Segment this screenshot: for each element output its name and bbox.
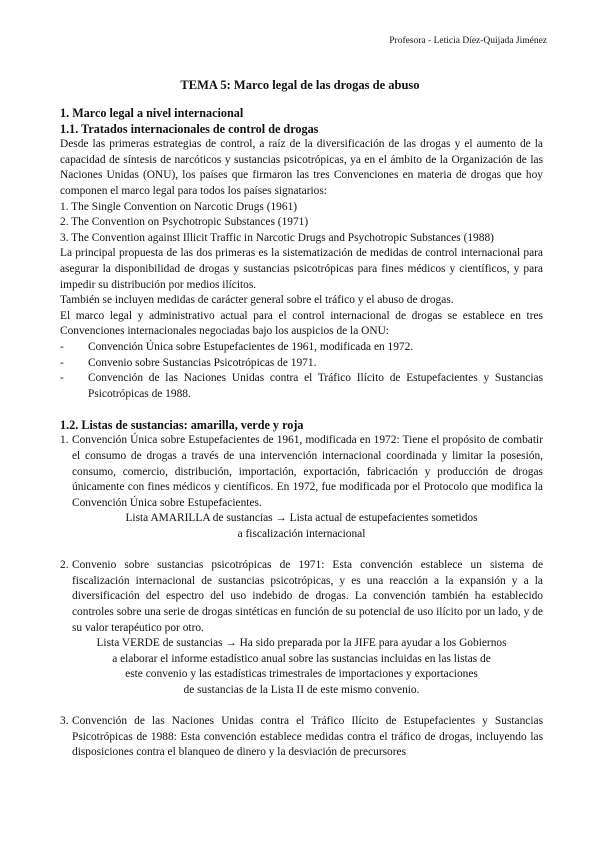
header-author: Profesora - Leticia Díez-Quijada Jiménez bbox=[389, 36, 547, 46]
numbered-item-3: 3. Convención de las Naciones Unidas contra el Tráfico Ilícito de Estupefacientes y Sustancias Psicotrópicas de 1988: Esta convención establece medidas contra el tráfico de drogas, incluyendo las disposiciones contra el blanqueo de dinero y la desviación de precursores bbox=[60, 715, 543, 759]
list-note-amarilla-2: a fiscalización internacional bbox=[237, 528, 366, 541]
section-1-heading: 1. Marco legal a nivel internacional bbox=[60, 106, 244, 120]
page-title: TEMA 5: Marco legal de las drogas de abuso bbox=[180, 78, 420, 92]
numbered-item-1: 1. Convención Única sobre Estupefacientes de 1961, modificada en 1972: Tiene el propósito de combatir el consumo de drogas a través de una intervención internacional coordinada y limitar la posesión, consumo, comercio, distribución, importación, exportación, fabricación y producción de drogas únicamente con fines médicos y científicos. En 1972, fue modificada por el Protocolo que modifica la Convención Única sobre Estupefacientes. bbox=[60, 434, 543, 509]
paragraph-4: El marco legal y administrativo actual para el control internacional de drogas se establece en tres Convenciones internacionales negociadas bajo los auspicios de la ONU: bbox=[60, 309, 543, 338]
list-note-verde: Lista VERDE de sustancias → Ha sido preparada por la JIFE para ayudar a los Gobiernos bbox=[96, 637, 507, 650]
list-item: - Convención de las Naciones Unidas contra el Tráfico Ilícito de Estupefacientes y Sustancias Psicotrópicas de 1988. bbox=[60, 372, 543, 400]
list-note-verde-3: este convenio y las estadísticas trimestrales de importaciones y exportaciones bbox=[125, 668, 478, 681]
conventions-list bbox=[60, 200, 543, 247]
list-note-verde-4: de sustancias de la Lista II de este mismo convenio. bbox=[183, 683, 420, 696]
paragraph-2: La principal propuesta de las dos primeras es la sistematización de medidas de control internacional para asegurar la disponibilidad de drogas y sustancias psicotrópicas para fines médicos y científicos, y para impedir su distribución por medios ilícitos. bbox=[60, 247, 543, 291]
list-item: - Convención Única sobre Estupefacientes de 1961, modificada en 1972. bbox=[60, 340, 414, 353]
list-note-amarilla: Lista AMARILLA de sustancias → Lista actual de estupefacientes sometidos bbox=[125, 512, 478, 525]
paragraph-3: También se incluyen medidas de carácter general sobre el tráfico y el abuso de drogas. bbox=[60, 294, 454, 307]
list-item: 3. The Convention against Illicit Traffic in Narcotic Drugs and Psychotropic Substances (1988) bbox=[60, 231, 494, 244]
section-1-2-heading: 1.2. Listas de sustancias: amarilla, verde y roja bbox=[60, 417, 304, 432]
numbered-item-2: 2. Convenio sobre sustancias psicotrópicas de 1971: Esta convención establece un sistema de fiscalización internacional de sustancias psicotrópicas, y es una reacción a la expansión y a la diversificación del espectro del uso indebido de drogas. La convención también ha establecido controles sobre una serie de drogas sintéticas en función de su potencial de uso ilícito por un lado, y de su valor terapéutico por otro. bbox=[60, 559, 543, 634]
list-item: 1. The Single Convention on Narcotic Drugs (1961) bbox=[60, 200, 298, 213]
intro-paragraph: Desde las primeras estrategias de control, a raíz de la diversificación de las drogas y el aumento de la capacidad de síntesis de narcóticos y sustancias psicotrópicas, ya en el ámbito de la Organización de las Naciones Unidas (ONU), los países que firmaron las tres Convenciones en materia de drogas que hoy componen el marco legal para todos los países signatarios: bbox=[60, 138, 543, 197]
section-1-1-heading: 1.1. Tratados internacionales de control de drogas bbox=[60, 121, 319, 136]
document-body bbox=[60, 106, 543, 761]
list-note-verde-2: a elaborar el informe estadístico anual sobre las sustancias incluidas en las listas de bbox=[112, 652, 491, 665]
dash-list bbox=[60, 340, 543, 402]
list-item: - Convenio sobre Sustancias Psicotrópicas de 1971. bbox=[60, 356, 317, 369]
list-item: 2. The Convention on Psychotropic Substances (1971) bbox=[60, 216, 309, 229]
